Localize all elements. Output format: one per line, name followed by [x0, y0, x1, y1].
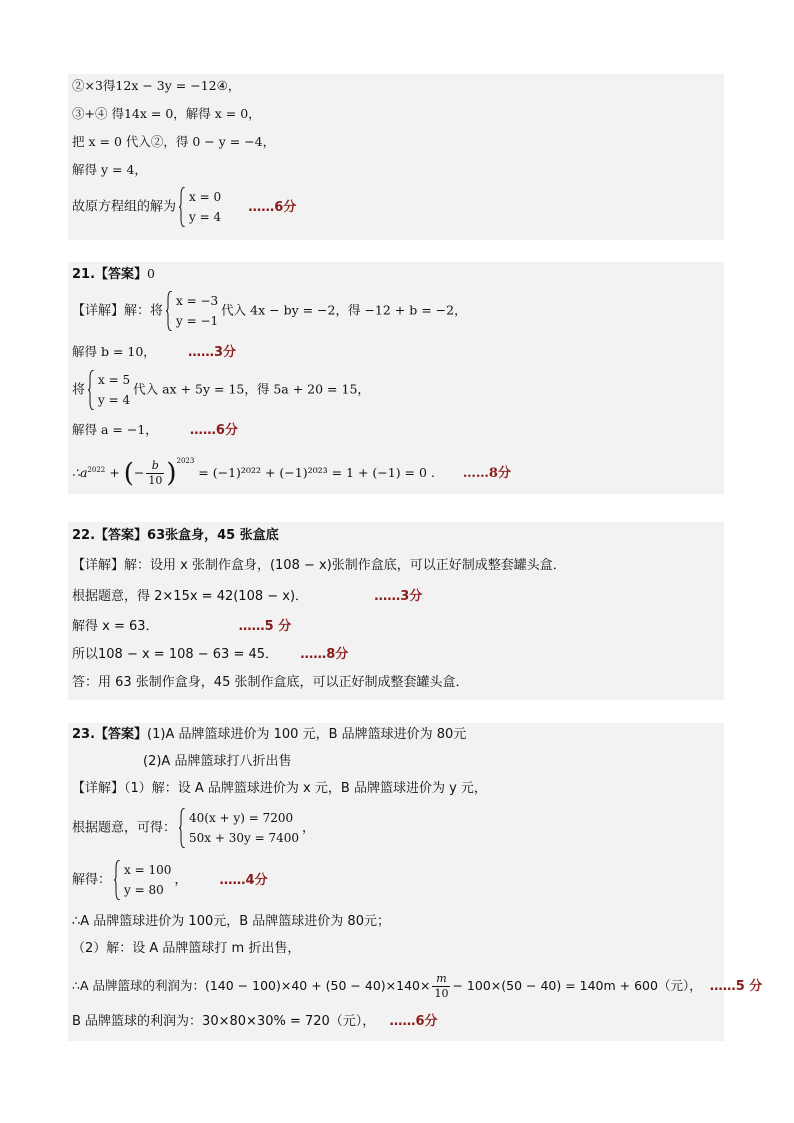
- q23-score-4: ……4分: [219, 872, 268, 888]
- q20-solution-text: 故原方程组的解为: [72, 199, 177, 215]
- q22-score-8: ……8分: [300, 647, 349, 662]
- q21-number: 21.: [72, 267, 96, 282]
- q22-answer-tag: 【答案】: [95, 528, 148, 543]
- q21-line-5: $\therefore a^{2022}$ + (− $\frac{b}{10}$ )$^{2023}$ = (−1)²⁰²² + (−1)²⁰²³ = 1 + (−1) = 0 . ……8分: [72, 457, 511, 489]
- q21-score-8: ……8分: [462, 466, 511, 481]
- q23-frac-num: m: [432, 972, 450, 987]
- q21-exp-2023: 2023: [176, 457, 195, 465]
- q21-line-3: [72, 370, 370, 410]
- q23-line-3: [72, 860, 268, 900]
- q21-plus: +: [109, 465, 120, 480]
- q23-frac-den: 10: [434, 987, 449, 1000]
- q20-line-1: ②×3得12x − 3y = −12④，: [72, 78, 241, 93]
- q21-line-1-rest: 代入 4x − by = −2，得 −12 + b = −2，: [221, 302, 467, 318]
- q23-score-5: ……5 分: [709, 979, 763, 994]
- q21-line-2: [72, 343, 236, 362]
- q22-heading: [72, 527, 279, 545]
- q21-system-1: [166, 291, 218, 331]
- q23-line-2-comma: ，: [302, 820, 316, 836]
- q21-line-3-rest: 代入 ax + 5y = 15，得 5a + 20 = 15，: [133, 381, 370, 397]
- q23-system-2: [114, 860, 171, 900]
- q23-system-1: [179, 808, 299, 848]
- q22-line-3-text: 解得 x = 63．: [72, 619, 159, 634]
- q23-line-5: （2）解：设 A 品牌篮球打 m 折出售，: [72, 941, 301, 956]
- q23-answer-2: (2)A 品牌篮球打八折出售: [143, 754, 292, 769]
- q22-answer: 63张盒身，45 张盒底: [147, 528, 279, 543]
- q22-line-1: 【详解】解：设用 x 张制作盒身，(108 − x)张制作盒底，可以正好制成整套罐头盒．: [72, 558, 566, 573]
- q21-exp-2022: 2022: [87, 465, 106, 474]
- q21-line-3-text: 将: [72, 382, 86, 398]
- brace-icon: [179, 808, 186, 848]
- q21-answer-tag: 【答案】: [95, 267, 148, 282]
- q23-line-6-rest: − 100×(50 − 40) = 140m + 600（元），: [452, 978, 702, 993]
- q22-line-4: [72, 646, 348, 664]
- q21-line-1-text: 【详解】解：将: [72, 303, 164, 319]
- q20-solution-system: [179, 187, 221, 227]
- q21-system-2: [88, 370, 130, 410]
- q21-line-5-rest: = (−1)²⁰²² + (−1)²⁰²³ = 1 + (−1) = 0 .: [198, 465, 435, 480]
- brace-icon: [114, 860, 121, 900]
- q21-line-5-base: ∴a: [72, 465, 88, 480]
- q22-line-3: [72, 618, 291, 636]
- q23-line-2: [72, 808, 315, 848]
- q21-system-1-row-2: y = −1: [176, 314, 219, 328]
- q23-line-1: 【详解】（1）解：设 A 品牌篮球进价为 x 元，B 品牌篮球进价为 y 元，: [72, 781, 487, 796]
- q20-line-4: 解得 y = 4，: [72, 162, 147, 177]
- q23-line-3-comma: ，: [174, 872, 188, 888]
- brace-icon: [88, 370, 95, 410]
- q22-number: 22.: [72, 528, 96, 543]
- q22-line-5: 答：用 63 张制作盒身，45 张制作盒底，可以正好制成整套罐头盒．: [72, 675, 469, 690]
- q21-line-1: [72, 291, 467, 331]
- brace-icon: [166, 291, 173, 331]
- q23-line-7: [72, 1013, 437, 1031]
- q20-line-2: ③+④ 得14x = 0，解得 x = 0，: [72, 106, 261, 121]
- q21-system-1-row-1: x = −3: [176, 294, 219, 308]
- q23-line-7-text: B 品牌篮球的利润为：30×80×30% = 720（元），: [72, 1014, 376, 1029]
- q21-fraction: [146, 459, 164, 488]
- q21-score-3: ……3分: [187, 345, 236, 360]
- q22-line-4-text: 所以108 − x = 108 − 63 = 45．: [72, 647, 279, 662]
- q23-heading: [72, 726, 466, 744]
- q21-line-2-text: 解得 b = 10，: [72, 344, 156, 359]
- q22-score-5: ……5 分: [238, 619, 292, 634]
- q23-number: 23.: [72, 727, 96, 742]
- q21-score-6: ……6分: [189, 423, 238, 438]
- q21-system-2-row-2: y = 4: [98, 393, 131, 407]
- q22-line-2: [72, 588, 422, 606]
- q23-line-6-text: ∴A 品牌篮球的利润为：(140 − 100)×40 + (50 − 40)×140×: [72, 978, 431, 993]
- q20-system-row-1: x = 0: [189, 190, 222, 204]
- q23-line-3-text: 解得：: [72, 872, 112, 888]
- q22-line-2-text: 根据题意，得 2×15x = 42(108 − x)．: [72, 589, 309, 604]
- q23-fraction: [432, 972, 450, 1001]
- q21-frac-num: b: [146, 459, 164, 474]
- brace-icon: [179, 187, 186, 227]
- q20-line-3: 把 x = 0 代入②，得 0 − y = −4，: [72, 134, 276, 149]
- q23-answer-tag: 【答案】: [95, 727, 148, 742]
- q21-heading: [72, 265, 155, 284]
- q23-line-2-text: 根据题意，可得：: [72, 820, 177, 836]
- q23-answer-1: (1)A 品牌篮球进价为 100 元，B 品牌篮球进价为 80元: [147, 727, 467, 742]
- q20-solution-line: [72, 187, 296, 227]
- q23-score-6: ……6分: [389, 1014, 438, 1029]
- q22-score-3: ……3分: [374, 589, 423, 604]
- q21-answer: 0: [147, 266, 155, 281]
- q23-system-1-row-2: 50x + 30y = 7400: [189, 831, 300, 845]
- q20-system-row-2: y = 4: [189, 210, 222, 224]
- q20-score: ……6分: [248, 199, 297, 215]
- q21-frac-den: 10: [148, 474, 163, 487]
- q23-system-1-row-1: 40(x + y) = 7200: [189, 811, 294, 825]
- right-paren-icon: ): [166, 458, 177, 489]
- q23-line-6: [72, 972, 762, 1001]
- q23-line-4: ∴A 品牌篮球进价为 100元，B 品牌篮球进价为 80元；: [72, 914, 390, 929]
- q21-system-2-row-1: x = 5: [98, 373, 131, 387]
- q21-line-4: [72, 421, 238, 440]
- left-paren-icon: (: [123, 458, 134, 489]
- q23-system-2-row-2: y = 80: [124, 883, 164, 897]
- q21-line-4-text: 解得 a = −1，: [72, 422, 158, 437]
- q23-system-2-row-1: x = 100: [124, 863, 172, 877]
